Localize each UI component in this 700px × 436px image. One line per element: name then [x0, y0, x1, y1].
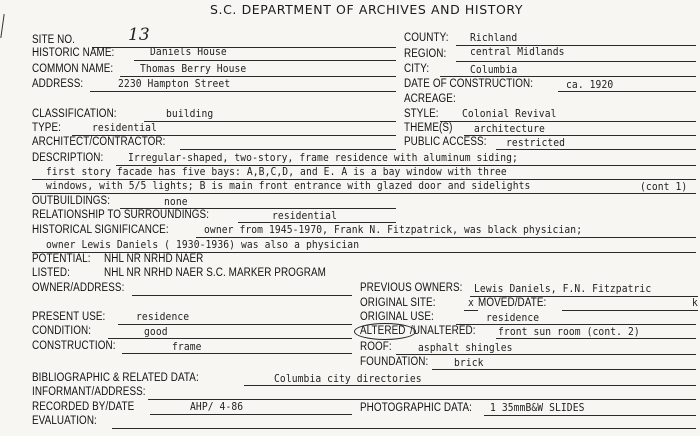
outbuildings-value: none — [164, 196, 188, 208]
historical-significance-underline-1 — [196, 237, 696, 238]
recorded-by-line — [150, 414, 352, 415]
region-line — [456, 61, 696, 62]
bibliographic-label: BIBLIOGRAPHIC & RELATED DATA: — [32, 372, 199, 384]
relationship-label: RELATIONSHIP TO SURROUNDINGS: — [32, 209, 210, 221]
foundation-label: FOUNDATION: — [360, 356, 429, 368]
evaluation-line — [112, 428, 696, 429]
classification-line — [144, 121, 396, 122]
description-cont: (cont 1) — [640, 181, 688, 193]
photographic-data-label: PHOTOGRAPHIC DATA: — [360, 402, 473, 414]
description-label: DESCRIPTION: — [32, 152, 104, 164]
form-header: S.C. DEPARTMENT OF ARCHIVES AND HISTORY — [210, 2, 524, 17]
potential-options: NHL NR NRHD NAER — [104, 253, 204, 265]
site-no-label: SITE NO. — [32, 34, 76, 46]
original-use-value: residence — [486, 312, 540, 324]
city-label: CITY: — [404, 63, 430, 75]
historical-significance-line-1: owner from 1945-1970, Frank N. Fitzpatrick, was black physician; — [204, 224, 583, 236]
roof-label: ROOF: — [360, 341, 392, 353]
owner-address-label: OWNER/ADDRESS: — [32, 282, 125, 294]
bibliographic-value: Columbia city directories — [274, 373, 422, 385]
architect-label: ARCHITECT/CONTRACTOR: — [32, 136, 166, 148]
original-site-line — [464, 310, 478, 311]
style-label: STYLE: — [404, 108, 439, 120]
recorded-by-label: RECORDED BY/DATE — [32, 401, 135, 413]
themes-label: THEME(S) — [404, 122, 453, 134]
style-line — [440, 121, 696, 122]
description-line-2: first story facade has five bays: A,B,C,D, and E. A is a bay window with three — [46, 166, 507, 178]
common-name-value: Thomas Berry House — [140, 63, 247, 75]
listed-options: NHL NR NRHD NAER S.C. MARKER PROGRAM — [104, 267, 326, 279]
page-edge-mark — [0, 14, 4, 38]
historic-name-line — [134, 60, 396, 61]
description-line-1: Irregular-shaped, two-story, frame residence with aluminum siding; — [128, 152, 518, 164]
site-no-line — [92, 47, 396, 48]
unaltered-label: /UNALTERED: — [410, 325, 476, 337]
moved-date-line — [562, 310, 698, 311]
moved-date-tail: k — [692, 297, 698, 309]
date-of-construction-value: ca. 1920 — [566, 79, 614, 91]
photographic-data-line — [484, 415, 696, 416]
listed-label: LISTED: — [32, 267, 70, 279]
historic-name-label: HISTORIC NAME: — [32, 47, 115, 59]
address-value: 2230 Hampton Street — [118, 78, 231, 90]
site-no-value: 13 — [128, 25, 150, 45]
foundation-value: brick — [454, 357, 484, 369]
address-line — [90, 91, 396, 92]
previous-owners-value: Lewis Daniels, F.N. Fitzpatric — [474, 283, 652, 295]
themes-value: architecture — [474, 123, 545, 135]
informant-line — [148, 399, 696, 400]
classification-value: building — [166, 108, 214, 120]
present-use-label: PRESENT USE: — [32, 311, 106, 323]
classification-label: CLASSIFICATION: — [32, 108, 117, 120]
condition-label: CONDITION: — [32, 325, 92, 337]
outbuildings-label: OUTBUILDINGS: — [32, 195, 111, 207]
altered-label: ALTERED — [360, 325, 406, 337]
common-name-label: COMMON NAME: — [32, 63, 114, 75]
evaluation-label: EVALUATION: — [32, 415, 97, 427]
informant-label: INFORMANT/ADDRESS: — [32, 386, 146, 398]
recorded-by-value: AHP/ 4-86 — [190, 401, 244, 413]
architect-line — [180, 149, 396, 150]
region-value: central Midlands — [470, 46, 565, 58]
potential-label: POTENTIAL: — [32, 253, 91, 265]
construction-value: frame — [172, 341, 202, 353]
style-value: Colonial Revival — [462, 108, 557, 120]
historical-significance-label: HISTORICAL SIGNIFICANCE: — [32, 224, 169, 236]
present-use-line — [118, 324, 352, 325]
date-of-construction-label: DATE OF CONSTRUCTION: — [404, 78, 534, 90]
original-use-label: ORIGINAL USE: — [360, 311, 434, 323]
description-line-3: windows, with 5/5 lights; B is main front entrance with glazed door and sidelights — [46, 180, 531, 192]
description-underline-3 — [32, 193, 696, 194]
public-access-label: PUBLIC ACCESS: — [404, 136, 487, 148]
alterations-value: front sun room (cont. 2) — [498, 326, 640, 338]
county-label: COUNTY: — [404, 32, 449, 44]
construction-line — [122, 353, 352, 354]
public-access-value: restricted — [506, 137, 566, 149]
county-value: Richland — [470, 32, 518, 44]
historic-name-value: Daniels House — [150, 46, 227, 58]
type-value: residential — [92, 122, 157, 134]
roof-value: asphalt shingles — [418, 342, 513, 354]
owner-address-line — [132, 295, 352, 296]
present-use-value: residence — [136, 311, 190, 323]
common-name-line — [120, 76, 396, 77]
original-site-label: ORIGINAL SITE: — [360, 297, 436, 309]
moved-date-label: MOVED/DATE: — [478, 297, 547, 309]
original-site-mark: x — [468, 297, 474, 309]
acreage-label: ACREAGE: — [404, 93, 456, 105]
previous-owners-label: PREVIOUS OWNERS: — [360, 282, 463, 294]
city-value: Columbia — [470, 64, 518, 76]
address-label: ADDRESS: — [32, 78, 84, 90]
condition-value: good — [144, 326, 168, 338]
photographic-data-value: 1 35mmB&W SLIDES — [490, 402, 585, 414]
construction-label: CONSTRUCTION: — [32, 340, 116, 352]
historical-significance-line-2: owner Lewis Daniels ( 1930-1936) was also a physician — [46, 239, 360, 251]
relationship-value: residential — [272, 210, 337, 222]
region-label: REGION: — [404, 48, 447, 60]
type-label: TYPE: — [32, 122, 62, 134]
